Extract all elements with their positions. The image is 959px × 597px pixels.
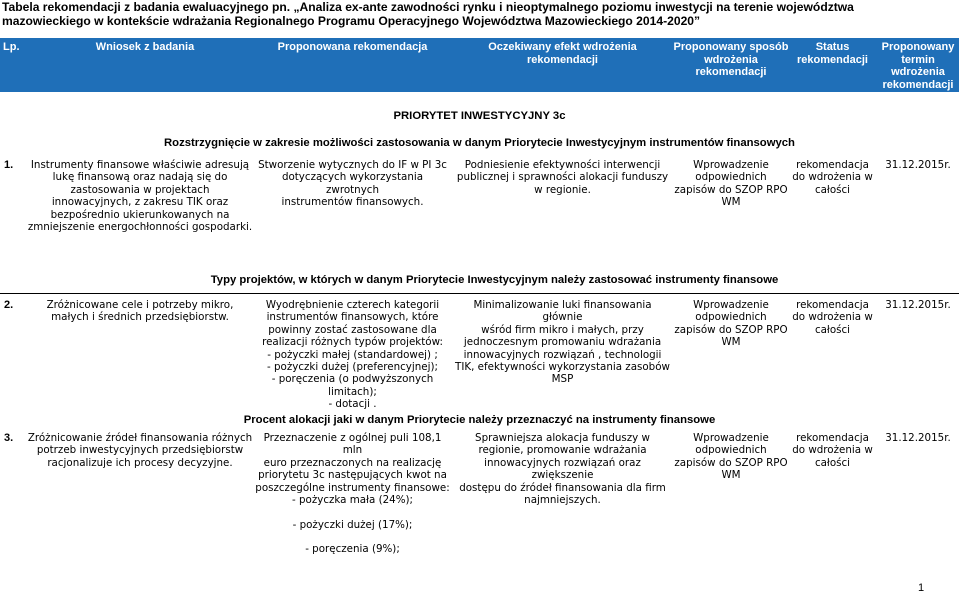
caption-line-2: mazowieckiego w kontekście wdrażania Regionalnego Programu Operacyjnego Województwa Mazowieckiego 2014-2020” [2, 14, 701, 28]
header-rekomendacja: Proponowana rekomendacja [277, 41, 428, 53]
row-1-sposob-line: odpowiednich [695, 171, 767, 184]
page-number: 1 [918, 582, 925, 594]
row-3-rekomendacja-line: euro przeznaczonych na realizację [263, 456, 442, 469]
row-3-efekt [455, 432, 670, 506]
row-2-efekt-line: TIK, efektywności wykorzystania zasobów [455, 361, 670, 374]
row-2-sposob-line: Wprowadzenie [693, 299, 769, 311]
row-3-item-3: - poręczenia (9%); [305, 543, 400, 555]
row-2-efekt [455, 299, 670, 386]
row-1-wniosek-line: innowacyjnych, z zakresu TIK oraz [51, 196, 229, 209]
row-3-rekomendacja-line: Przeznaczenie z ogólnej puli 108,1 mln [263, 432, 442, 457]
row-3-efekt-line: najmniejszych. [524, 494, 601, 507]
header-wniosek: Wniosek z badania [95, 41, 195, 53]
row-3-item-1: - pożyczka mała (24%); [292, 494, 413, 506]
row-1-status-line: rekomendacja [796, 159, 869, 171]
row-2-termin: 31.12.2015r. [885, 299, 951, 311]
row-1-status [790, 159, 875, 196]
row-2-rekomendacja-line: - pożyczki dużej (preferencyjnej); [267, 361, 438, 374]
caption-line-1: Tabela rekomendacji z badania ewaluacyjnego pn. „Analiza ex-ante zawodności rynku i nieoptymalnego poziomu inwestycji na terenie województwa [2, 0, 854, 14]
header-sposob-2: wdrożenia [704, 53, 758, 66]
row-1-efekt-line: publicznej i sprawności alokacji funduszy [456, 171, 669, 184]
row-2-rekomendacja-line: limitach); [328, 385, 377, 398]
header-termin-2: termin [901, 53, 935, 66]
header-sposob [672, 41, 790, 79]
section-procent: Procent alokacji jaki w danym Priorytecie należy przeznaczyć na instrumenty finansowe [243, 414, 716, 426]
table-caption [2, 0, 957, 28]
row-1-lp: 1. [4, 159, 14, 171]
row-1-sposob-line: Wprowadzenie [693, 159, 769, 171]
row-2-rekomendacja-line: - pożyczki małej (standardowej) ; [267, 348, 438, 361]
row-3-wniosek-line: Zróżnicowanie źródeł finansowania różnych [27, 432, 253, 444]
header-termin-4: rekomendacji [882, 78, 954, 91]
row-2-wniosek-line: Zróżnicowane cele i potrzeby mikro, [46, 299, 234, 311]
row-2-wniosek [20, 299, 260, 324]
row-2-lp: 2. [4, 299, 14, 311]
row-1-sposob-line: zapisów do SZOP RPO [674, 183, 788, 196]
row-1-wniosek-line: bezpośrednio ukierunkowanych na [50, 208, 230, 221]
row-1-wniosek-line: zastosowania w projektach [70, 183, 210, 196]
row-3-efekt-line: innowacyjnych rozwiązań oraz zwiększenie [484, 456, 641, 482]
row-2-rekomendacja [255, 299, 450, 411]
row-3-rekomendacja-line: priorytetu 3c następujących kwot na [258, 469, 447, 482]
row-2-efekt-line: wśród firm mikro i małych, przy [481, 323, 644, 336]
header-status-2: rekomendacji [797, 53, 868, 66]
header-status [790, 41, 875, 66]
row-1-rekomendacja-line: Stworzenie wytycznych do IF w PI 3c [258, 159, 447, 171]
section-rozstrzygniecie: Rozstrzygnięcie w zakresie możliwości zastosowania w danym Priorytecie Inwestycyjnym instrumentów finansowych [164, 137, 795, 149]
row-1-status-line: całości [814, 183, 851, 196]
row-2-efekt-line: MSP [551, 373, 574, 386]
row-1-wniosek-line: zmniejszenie energochłonności gospodarki. [27, 221, 253, 234]
row-3-sposob-line: WM [721, 469, 741, 482]
row-2-rekomendacja-line: realizacji różnych typów projektów: [262, 336, 443, 349]
row-3-sposob-line: zapisów do SZOP RPO [674, 456, 788, 469]
row-2-rekomendacja-line: Wyodrębnienie czterech kategorii [265, 299, 440, 311]
header-sposob-3: rekomendacji [695, 66, 767, 78]
row-2-status-line: do wdrożenia w [792, 311, 873, 324]
row-3-wniosek-line: potrzeb inwestycyjnych przedsiębiorstw [36, 444, 244, 457]
row-divider [0, 293, 959, 294]
row-3-item-2: - pożyczki dużej (17%); [292, 519, 413, 531]
row-2-status-line: całości [814, 323, 851, 336]
row-3-efekt-line: dostępu do źródeł finansowania dla firm [459, 481, 666, 494]
header-lp: Lp. [3, 41, 20, 53]
row-3-status-line: całości [814, 456, 851, 469]
row-1-efekt-line: Podniesienie efektywności interwencji [464, 159, 661, 171]
section-priorytet: PRIORYTET INWESTYCYJNY 3c [393, 110, 566, 122]
row-2-wniosek-line: małych i średnich przedsiębiorstw. [51, 311, 229, 324]
row-3-status-line: rekomendacja [796, 432, 869, 444]
header-termin-1: Proponowany [881, 41, 955, 53]
row-3-status-line: do wdrożenia w [792, 444, 873, 457]
row-2-status-line: rekomendacja [796, 299, 869, 311]
row-1-wniosek-line: lukę finansową oraz nadają się do [52, 171, 228, 184]
row-1-rekomendacja-line: dotyczących wykorzystania zwrotnych [281, 171, 424, 196]
row-2-sposob-line: odpowiednich [695, 311, 767, 324]
row-2-rekomendacja-line: - poręczenia (o podwyższonych [271, 373, 434, 386]
row-1-rekomendacja-line: instrumentów finansowych. [281, 196, 424, 209]
row-1-efekt [455, 159, 670, 196]
header-status-1: Status [815, 41, 850, 53]
row-3-rekomendacja-line: poszczególne instrumenty finansowe: [255, 481, 450, 494]
row-1-status-line: do wdrożenia w [792, 171, 873, 184]
row-2-efekt-line: innowacyjnych rozwiązań , technologii [463, 348, 662, 361]
row-2-rekomendacja-line: - dotacji . [328, 398, 377, 411]
row-3-wniosek [20, 432, 260, 469]
row-3-sposob [672, 432, 790, 482]
row-1-rekomendacja [255, 159, 450, 209]
row-2-efekt-line: jednoczesnym promowaniu wdrażania [463, 336, 662, 349]
row-1-termin: 31.12.2015r. [885, 159, 951, 171]
row-3-efekt-line: Sprawniejsza alokacja funduszy w [475, 432, 650, 444]
row-1-wniosek [20, 159, 260, 233]
row-2-rekomendacja-line: powinny zostać zastosowane dla [268, 323, 437, 336]
row-3-termin: 31.12.2015r. [885, 432, 951, 444]
row-1-sposob [672, 159, 790, 209]
row-2-efekt-line: Minimalizowanie luki finansowania głównie [473, 299, 652, 324]
row-2-sposob-line: zapisów do SZOP RPO [674, 323, 788, 336]
row-3-sposob-line: Wprowadzenie [693, 432, 769, 444]
header-sposob-1: Proponowany sposób [673, 41, 789, 53]
header-termin-3: wdrożenia [891, 66, 945, 78]
row-1-sposob-line: WM [721, 196, 741, 209]
row-3-sposob-line: odpowiednich [695, 444, 767, 457]
row-2-rekomendacja-line: instrumentów finansowych, które [266, 311, 439, 324]
row-1-efekt-line: w regionie. [534, 183, 591, 196]
row-3-rekomendacja [255, 432, 450, 494]
row-3-efekt-line: regionie, promowanie wdrażania [478, 444, 647, 457]
section-typy: Typy projektów, w których w danym Priorytecie Inwestycyjnym należy zastosować instrumenty finansowe [210, 274, 779, 286]
row-1-wniosek-line: Instrumenty finansowe właściwie adresują [30, 159, 250, 171]
header-efekt: Oczekiwany efekt wdrożenia rekomendacji [488, 41, 637, 66]
row-2-sposob-line: WM [721, 336, 741, 349]
row-3-lp: 3. [4, 432, 14, 444]
row-3-wniosek-line: racjonalizuje ich procesy decyzyjne. [47, 456, 233, 469]
row-2-sposob [672, 299, 790, 349]
row-3-status [790, 432, 875, 469]
header-termin [878, 41, 958, 91]
row-2-status [790, 299, 875, 336]
